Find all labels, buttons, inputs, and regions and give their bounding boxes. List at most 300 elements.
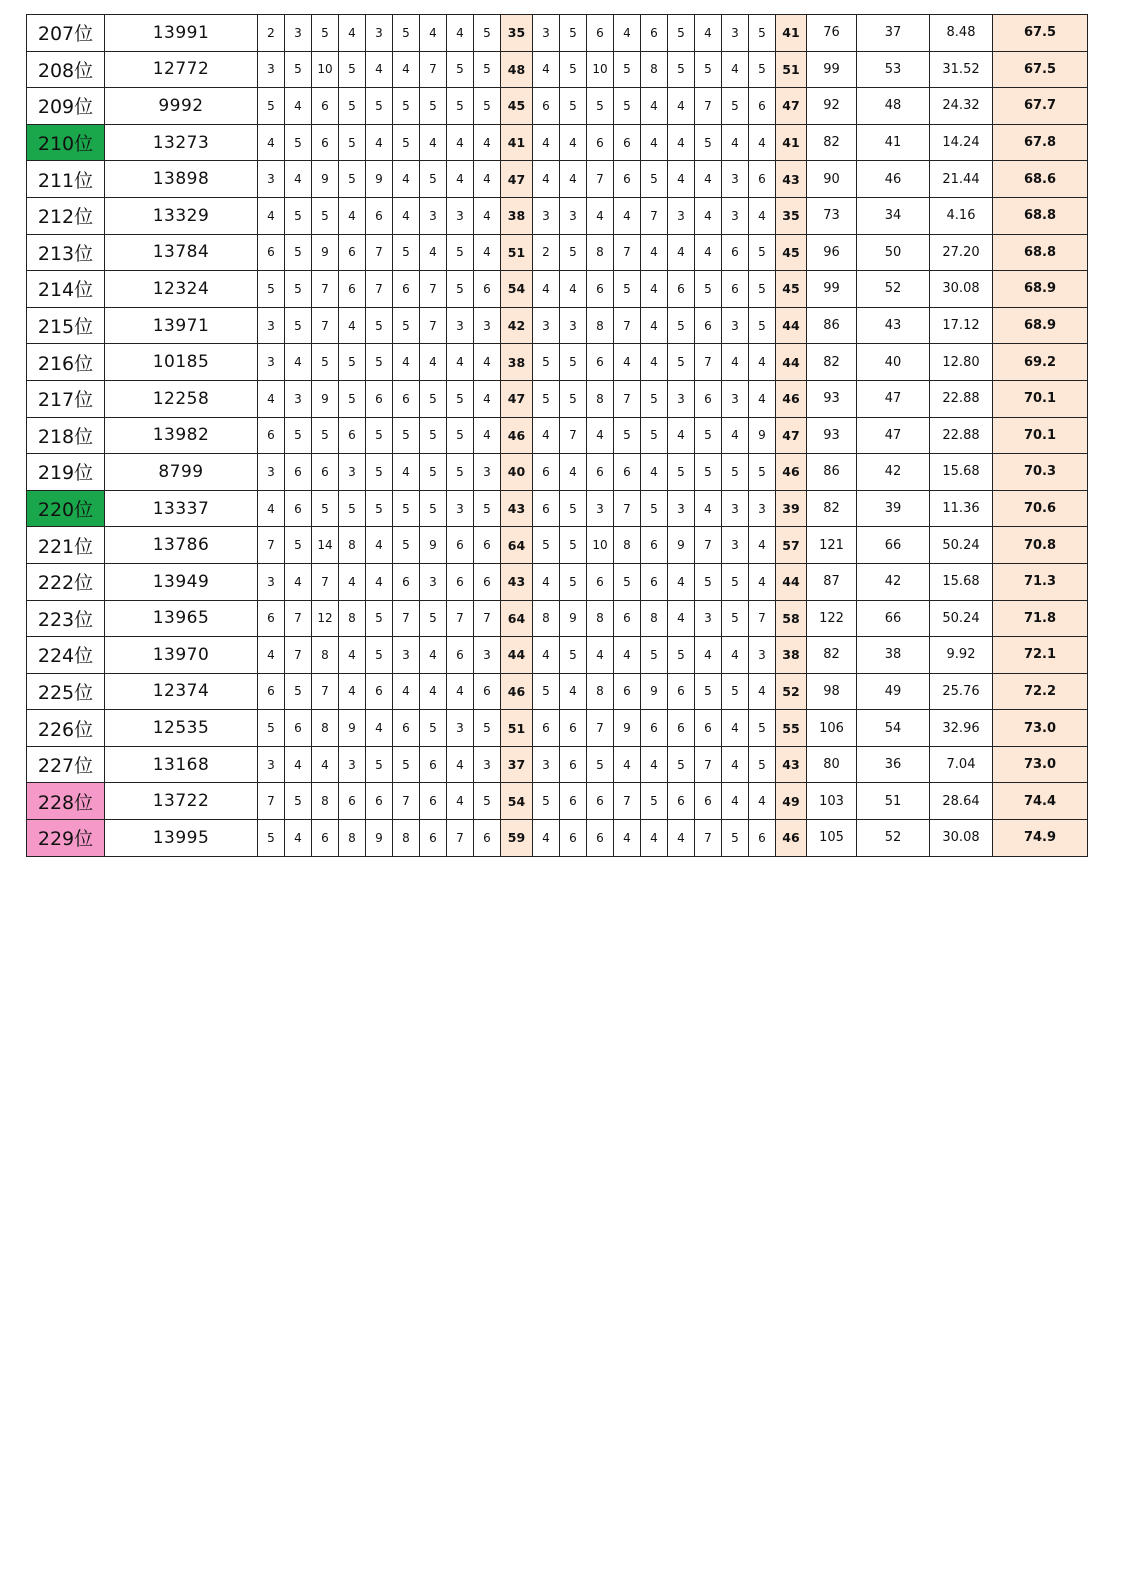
hole-score-cell: 5 — [560, 563, 587, 600]
player-id-cell: 12258 — [105, 380, 258, 417]
hole-score-cell: 5 — [533, 783, 560, 820]
hole-score-cell: 6 — [420, 783, 447, 820]
out-total-cell: 54 — [501, 783, 533, 820]
in-total-cell: 35 — [776, 197, 807, 234]
hole-score-cell: 6 — [533, 88, 560, 125]
in-total-cell: 46 — [776, 454, 807, 491]
hole-score-cell: 5 — [285, 51, 312, 88]
hole-score-cell: 5 — [366, 600, 393, 637]
gross-cell: 86 — [807, 307, 857, 344]
hole-score-cell: 5 — [641, 380, 668, 417]
gross-cell: 92 — [807, 88, 857, 125]
hole-score-cell: 4 — [447, 746, 474, 783]
hole-score-cell: 4 — [420, 673, 447, 710]
hole-score-cell: 7 — [420, 307, 447, 344]
hole-score-cell: 4 — [393, 51, 420, 88]
net-score-cell: 72.2 — [993, 673, 1088, 710]
hole-score-cell: 5 — [641, 783, 668, 820]
handicap-cell: 9.92 — [930, 637, 993, 674]
hole-score-cell: 6 — [560, 783, 587, 820]
rank-cell: 207位 — [27, 15, 105, 52]
hole-score-cell: 4 — [695, 637, 722, 674]
rank-cell: 216位 — [27, 344, 105, 381]
net-score-cell: 70.1 — [993, 380, 1088, 417]
handicap-cell: 30.08 — [930, 820, 993, 857]
table-row — [27, 380, 1088, 417]
hole-score-cell: 3 — [668, 380, 695, 417]
hole-score-cell: 6 — [366, 380, 393, 417]
handicap-cell: 22.88 — [930, 417, 993, 454]
hole-score-cell: 12 — [312, 600, 339, 637]
net-score-cell: 68.8 — [993, 197, 1088, 234]
hole-score-cell: 3 — [258, 161, 285, 198]
net-score-cell: 67.5 — [993, 15, 1088, 52]
gross-cell: 73 — [807, 197, 857, 234]
rank-cell: 218位 — [27, 417, 105, 454]
hole-score-cell: 6 — [393, 271, 420, 308]
hole-score-cell: 5 — [258, 710, 285, 747]
hole-score-cell: 5 — [312, 344, 339, 381]
in-total-cell: 52 — [776, 673, 807, 710]
hole-score-cell: 5 — [560, 88, 587, 125]
hole-score-cell: 8 — [587, 234, 614, 271]
hole-score-cell: 9 — [366, 820, 393, 857]
handicap-cell: 4.16 — [930, 197, 993, 234]
hole-score-cell: 3 — [393, 637, 420, 674]
handicap-cell: 28.64 — [930, 783, 993, 820]
player-id-cell: 13965 — [105, 600, 258, 637]
in-total-cell: 46 — [776, 820, 807, 857]
hole-score-cell: 8 — [339, 820, 366, 857]
hole-score-cell: 3 — [533, 197, 560, 234]
handicap-cell: 15.68 — [930, 563, 993, 600]
hole-score-cell: 7 — [587, 710, 614, 747]
hole-score-cell: 7 — [420, 271, 447, 308]
hole-score-cell: 4 — [366, 51, 393, 88]
out-total-cell: 44 — [501, 637, 533, 674]
half-score-cell: 46 — [857, 161, 930, 198]
hole-score-cell: 6 — [587, 783, 614, 820]
hole-score-cell: 6 — [587, 820, 614, 857]
hole-score-cell: 3 — [339, 454, 366, 491]
hole-score-cell: 6 — [560, 820, 587, 857]
hole-score-cell: 4 — [560, 124, 587, 161]
rank-cell: 227位 — [27, 746, 105, 783]
handicap-cell: 31.52 — [930, 51, 993, 88]
in-total-cell: 55 — [776, 710, 807, 747]
table-row — [27, 307, 1088, 344]
hole-score-cell: 5 — [695, 271, 722, 308]
hole-score-cell: 5 — [366, 88, 393, 125]
hole-score-cell: 5 — [393, 417, 420, 454]
hole-score-cell: 3 — [285, 15, 312, 52]
hole-score-cell: 3 — [474, 454, 501, 491]
hole-score-cell: 5 — [614, 271, 641, 308]
hole-score-cell: 7 — [560, 417, 587, 454]
gross-cell: 82 — [807, 637, 857, 674]
hole-score-cell: 4 — [641, 746, 668, 783]
hole-score-cell: 6 — [587, 15, 614, 52]
hole-score-cell: 6 — [749, 88, 776, 125]
hole-score-cell: 4 — [447, 783, 474, 820]
hole-score-cell: 5 — [668, 51, 695, 88]
hole-score-cell: 4 — [668, 124, 695, 161]
handicap-cell: 30.08 — [930, 271, 993, 308]
hole-score-cell: 7 — [393, 783, 420, 820]
hole-score-cell: 4 — [420, 124, 447, 161]
hole-score-cell: 6 — [587, 124, 614, 161]
hole-score-cell: 5 — [258, 271, 285, 308]
hole-score-cell: 6 — [393, 563, 420, 600]
half-score-cell: 47 — [857, 380, 930, 417]
handicap-cell: 50.24 — [930, 600, 993, 637]
hole-score-cell: 5 — [641, 637, 668, 674]
rank-cell: 225位 — [27, 673, 105, 710]
hole-score-cell: 6 — [533, 454, 560, 491]
hole-score-cell: 5 — [749, 307, 776, 344]
in-total-cell: 43 — [776, 161, 807, 198]
hole-score-cell: 5 — [474, 88, 501, 125]
rank-cell: 211位 — [27, 161, 105, 198]
gross-cell: 82 — [807, 490, 857, 527]
handicap-cell: 7.04 — [930, 746, 993, 783]
rank-cell: 226位 — [27, 710, 105, 747]
hole-score-cell: 10 — [587, 527, 614, 564]
hole-score-cell: 3 — [339, 746, 366, 783]
hole-score-cell: 5 — [312, 197, 339, 234]
hole-score-cell: 4 — [447, 344, 474, 381]
hole-score-cell: 4 — [560, 271, 587, 308]
hole-score-cell: 5 — [339, 51, 366, 88]
hole-score-cell: 4 — [447, 15, 474, 52]
hole-score-cell: 6 — [695, 783, 722, 820]
hole-score-cell: 4 — [722, 783, 749, 820]
hole-score-cell: 3 — [285, 380, 312, 417]
in-total-cell: 44 — [776, 344, 807, 381]
in-total-cell: 41 — [776, 124, 807, 161]
out-total-cell: 40 — [501, 454, 533, 491]
hole-score-cell: 5 — [420, 710, 447, 747]
hole-score-cell: 5 — [258, 88, 285, 125]
hole-score-cell: 6 — [614, 673, 641, 710]
in-total-cell: 44 — [776, 307, 807, 344]
hole-score-cell: 4 — [749, 197, 776, 234]
hole-score-cell: 4 — [393, 673, 420, 710]
half-score-cell: 42 — [857, 454, 930, 491]
hole-score-cell: 4 — [749, 783, 776, 820]
rank-cell: 217位 — [27, 380, 105, 417]
hole-score-cell: 3 — [258, 563, 285, 600]
table-row — [27, 820, 1088, 857]
hole-score-cell: 7 — [258, 527, 285, 564]
hole-score-cell: 3 — [722, 161, 749, 198]
hole-score-cell: 4 — [366, 563, 393, 600]
net-score-cell: 73.0 — [993, 746, 1088, 783]
net-score-cell: 71.3 — [993, 563, 1088, 600]
hole-score-cell: 4 — [420, 637, 447, 674]
handicap-cell: 22.88 — [930, 380, 993, 417]
handicap-cell: 50.24 — [930, 527, 993, 564]
hole-score-cell: 5 — [339, 88, 366, 125]
hole-score-cell: 5 — [668, 454, 695, 491]
hole-score-cell: 4 — [695, 197, 722, 234]
net-score-cell: 70.8 — [993, 527, 1088, 564]
hole-score-cell: 8 — [533, 600, 560, 637]
table-row — [27, 271, 1088, 308]
hole-score-cell: 6 — [668, 673, 695, 710]
player-id-cell: 13786 — [105, 527, 258, 564]
hole-score-cell: 6 — [339, 271, 366, 308]
hole-score-cell: 3 — [474, 746, 501, 783]
hole-score-cell: 4 — [722, 710, 749, 747]
hole-score-cell: 6 — [560, 710, 587, 747]
hole-score-cell: 4 — [722, 124, 749, 161]
hole-score-cell: 6 — [560, 746, 587, 783]
hole-score-cell: 5 — [722, 600, 749, 637]
hole-score-cell: 5 — [695, 454, 722, 491]
hole-score-cell: 5 — [560, 234, 587, 271]
hole-score-cell: 5 — [560, 380, 587, 417]
hole-score-cell: 8 — [339, 527, 366, 564]
handicap-cell: 11.36 — [930, 490, 993, 527]
table-row — [27, 637, 1088, 674]
hole-score-cell: 5 — [560, 637, 587, 674]
handicap-cell: 12.80 — [930, 344, 993, 381]
hole-score-cell: 5 — [447, 88, 474, 125]
hole-score-cell: 3 — [749, 490, 776, 527]
table-row — [27, 15, 1088, 52]
hole-score-cell: 4 — [533, 271, 560, 308]
net-score-cell: 70.1 — [993, 417, 1088, 454]
hole-score-cell: 5 — [420, 417, 447, 454]
net-score-cell: 68.8 — [993, 234, 1088, 271]
hole-score-cell: 6 — [587, 454, 614, 491]
hole-score-cell: 4 — [258, 380, 285, 417]
hole-score-cell: 4 — [258, 197, 285, 234]
out-total-cell: 37 — [501, 746, 533, 783]
hole-score-cell: 3 — [366, 15, 393, 52]
net-score-cell: 68.9 — [993, 271, 1088, 308]
hole-score-cell: 6 — [641, 527, 668, 564]
hole-score-cell: 5 — [695, 51, 722, 88]
hole-score-cell: 7 — [695, 344, 722, 381]
hole-score-cell: 5 — [749, 15, 776, 52]
hole-score-cell: 6 — [312, 124, 339, 161]
hole-score-cell: 9 — [749, 417, 776, 454]
in-total-cell: 49 — [776, 783, 807, 820]
hole-score-cell: 6 — [722, 234, 749, 271]
hole-score-cell: 5 — [447, 271, 474, 308]
hole-score-cell: 4 — [339, 637, 366, 674]
hole-score-cell: 4 — [285, 746, 312, 783]
hole-score-cell: 5 — [420, 88, 447, 125]
hole-score-cell: 5 — [258, 820, 285, 857]
hole-score-cell: 7 — [393, 600, 420, 637]
hole-score-cell: 6 — [533, 490, 560, 527]
hole-score-cell: 5 — [285, 417, 312, 454]
hole-score-cell: 5 — [366, 417, 393, 454]
out-total-cell: 51 — [501, 234, 533, 271]
gross-cell: 96 — [807, 234, 857, 271]
hole-score-cell: 6 — [668, 710, 695, 747]
hole-score-cell: 8 — [587, 600, 614, 637]
hole-score-cell: 5 — [339, 161, 366, 198]
table-row — [27, 417, 1088, 454]
hole-score-cell: 4 — [641, 88, 668, 125]
hole-score-cell: 6 — [668, 783, 695, 820]
rank-cell: 224位 — [27, 637, 105, 674]
hole-score-cell: 4 — [393, 454, 420, 491]
hole-score-cell: 5 — [533, 344, 560, 381]
out-total-cell: 46 — [501, 417, 533, 454]
hole-score-cell: 5 — [285, 197, 312, 234]
hole-score-cell: 4 — [560, 454, 587, 491]
hole-score-cell: 5 — [366, 454, 393, 491]
hole-score-cell: 5 — [614, 88, 641, 125]
player-id-cell: 13784 — [105, 234, 258, 271]
player-id-cell: 12535 — [105, 710, 258, 747]
hole-score-cell: 3 — [258, 344, 285, 381]
hole-score-cell: 7 — [420, 51, 447, 88]
player-id-cell: 13991 — [105, 15, 258, 52]
hole-score-cell: 5 — [587, 88, 614, 125]
hole-score-cell: 4 — [533, 161, 560, 198]
hole-score-cell: 5 — [614, 563, 641, 600]
half-score-cell: 49 — [857, 673, 930, 710]
hole-score-cell: 5 — [393, 746, 420, 783]
handicap-cell: 17.12 — [930, 307, 993, 344]
handicap-cell: 27.20 — [930, 234, 993, 271]
hole-score-cell: 4 — [474, 344, 501, 381]
hole-score-cell: 4 — [393, 197, 420, 234]
hole-score-cell: 5 — [560, 490, 587, 527]
hole-score-cell: 4 — [285, 820, 312, 857]
hole-score-cell: 4 — [533, 124, 560, 161]
hole-score-cell: 7 — [285, 637, 312, 674]
hole-score-cell: 7 — [749, 600, 776, 637]
hole-score-cell: 5 — [560, 344, 587, 381]
hole-score-cell: 5 — [420, 380, 447, 417]
hole-score-cell: 4 — [668, 88, 695, 125]
half-score-cell: 53 — [857, 51, 930, 88]
hole-score-cell: 6 — [312, 454, 339, 491]
net-score-cell: 71.8 — [993, 600, 1088, 637]
hole-score-cell: 4 — [722, 746, 749, 783]
half-score-cell: 54 — [857, 710, 930, 747]
player-id-cell: 13168 — [105, 746, 258, 783]
net-score-cell: 70.6 — [993, 490, 1088, 527]
table-row — [27, 88, 1088, 125]
hole-score-cell: 5 — [393, 234, 420, 271]
net-score-cell: 68.6 — [993, 161, 1088, 198]
hole-score-cell: 4 — [393, 161, 420, 198]
hole-score-cell: 4 — [420, 15, 447, 52]
hole-score-cell: 5 — [285, 271, 312, 308]
hole-score-cell: 6 — [641, 15, 668, 52]
gross-cell: 86 — [807, 454, 857, 491]
hole-score-cell: 4 — [614, 820, 641, 857]
hole-score-cell: 4 — [749, 527, 776, 564]
rank-cell: 209位 — [27, 88, 105, 125]
hole-score-cell: 4 — [749, 380, 776, 417]
player-id-cell: 12772 — [105, 51, 258, 88]
table-row — [27, 454, 1088, 491]
table-row — [27, 51, 1088, 88]
player-id-cell: 9992 — [105, 88, 258, 125]
hole-score-cell: 6 — [474, 271, 501, 308]
hole-score-cell: 5 — [285, 234, 312, 271]
half-score-cell: 48 — [857, 88, 930, 125]
hole-score-cell: 4 — [749, 124, 776, 161]
out-total-cell: 43 — [501, 490, 533, 527]
hole-score-cell: 5 — [285, 307, 312, 344]
score-table — [26, 14, 1088, 857]
hole-score-cell: 4 — [560, 673, 587, 710]
hole-score-cell: 4 — [641, 344, 668, 381]
handicap-cell: 21.44 — [930, 161, 993, 198]
hole-score-cell: 4 — [447, 161, 474, 198]
hole-score-cell: 5 — [285, 783, 312, 820]
hole-score-cell: 6 — [366, 673, 393, 710]
half-score-cell: 37 — [857, 15, 930, 52]
hole-score-cell: 7 — [695, 527, 722, 564]
hole-score-cell: 5 — [722, 673, 749, 710]
hole-score-cell: 6 — [587, 271, 614, 308]
handicap-cell: 14.24 — [930, 124, 993, 161]
in-total-cell: 57 — [776, 527, 807, 564]
hole-score-cell: 3 — [587, 490, 614, 527]
out-total-cell: 41 — [501, 124, 533, 161]
hole-score-cell: 5 — [668, 637, 695, 674]
hole-score-cell: 5 — [312, 15, 339, 52]
table-row — [27, 234, 1088, 271]
in-total-cell: 45 — [776, 271, 807, 308]
hole-score-cell: 5 — [695, 124, 722, 161]
hole-score-cell: 4 — [722, 637, 749, 674]
hole-score-cell: 8 — [312, 710, 339, 747]
rank-cell: 215位 — [27, 307, 105, 344]
hole-score-cell: 3 — [258, 454, 285, 491]
hole-score-cell: 5 — [668, 15, 695, 52]
hole-score-cell: 3 — [447, 307, 474, 344]
hole-score-cell: 5 — [366, 344, 393, 381]
hole-score-cell: 7 — [366, 271, 393, 308]
half-score-cell: 50 — [857, 234, 930, 271]
hole-score-cell: 6 — [474, 527, 501, 564]
hole-score-cell: 3 — [668, 490, 695, 527]
rank-cell: 228位 — [27, 783, 105, 820]
hole-score-cell: 3 — [447, 197, 474, 234]
hole-score-cell: 10 — [312, 51, 339, 88]
out-total-cell: 42 — [501, 307, 533, 344]
hole-score-cell: 9 — [668, 527, 695, 564]
hole-score-cell: 6 — [366, 783, 393, 820]
hole-score-cell: 5 — [366, 637, 393, 674]
hole-score-cell: 4 — [339, 15, 366, 52]
hole-score-cell: 7 — [447, 820, 474, 857]
hole-score-cell: 6 — [312, 820, 339, 857]
hole-score-cell: 5 — [366, 307, 393, 344]
hole-score-cell: 5 — [587, 746, 614, 783]
hole-score-cell: 7 — [695, 88, 722, 125]
hole-score-cell: 5 — [614, 417, 641, 454]
out-total-cell: 38 — [501, 344, 533, 381]
hole-score-cell: 4 — [749, 344, 776, 381]
out-total-cell: 54 — [501, 271, 533, 308]
hole-score-cell: 7 — [641, 197, 668, 234]
in-total-cell: 51 — [776, 51, 807, 88]
hole-score-cell: 5 — [447, 417, 474, 454]
